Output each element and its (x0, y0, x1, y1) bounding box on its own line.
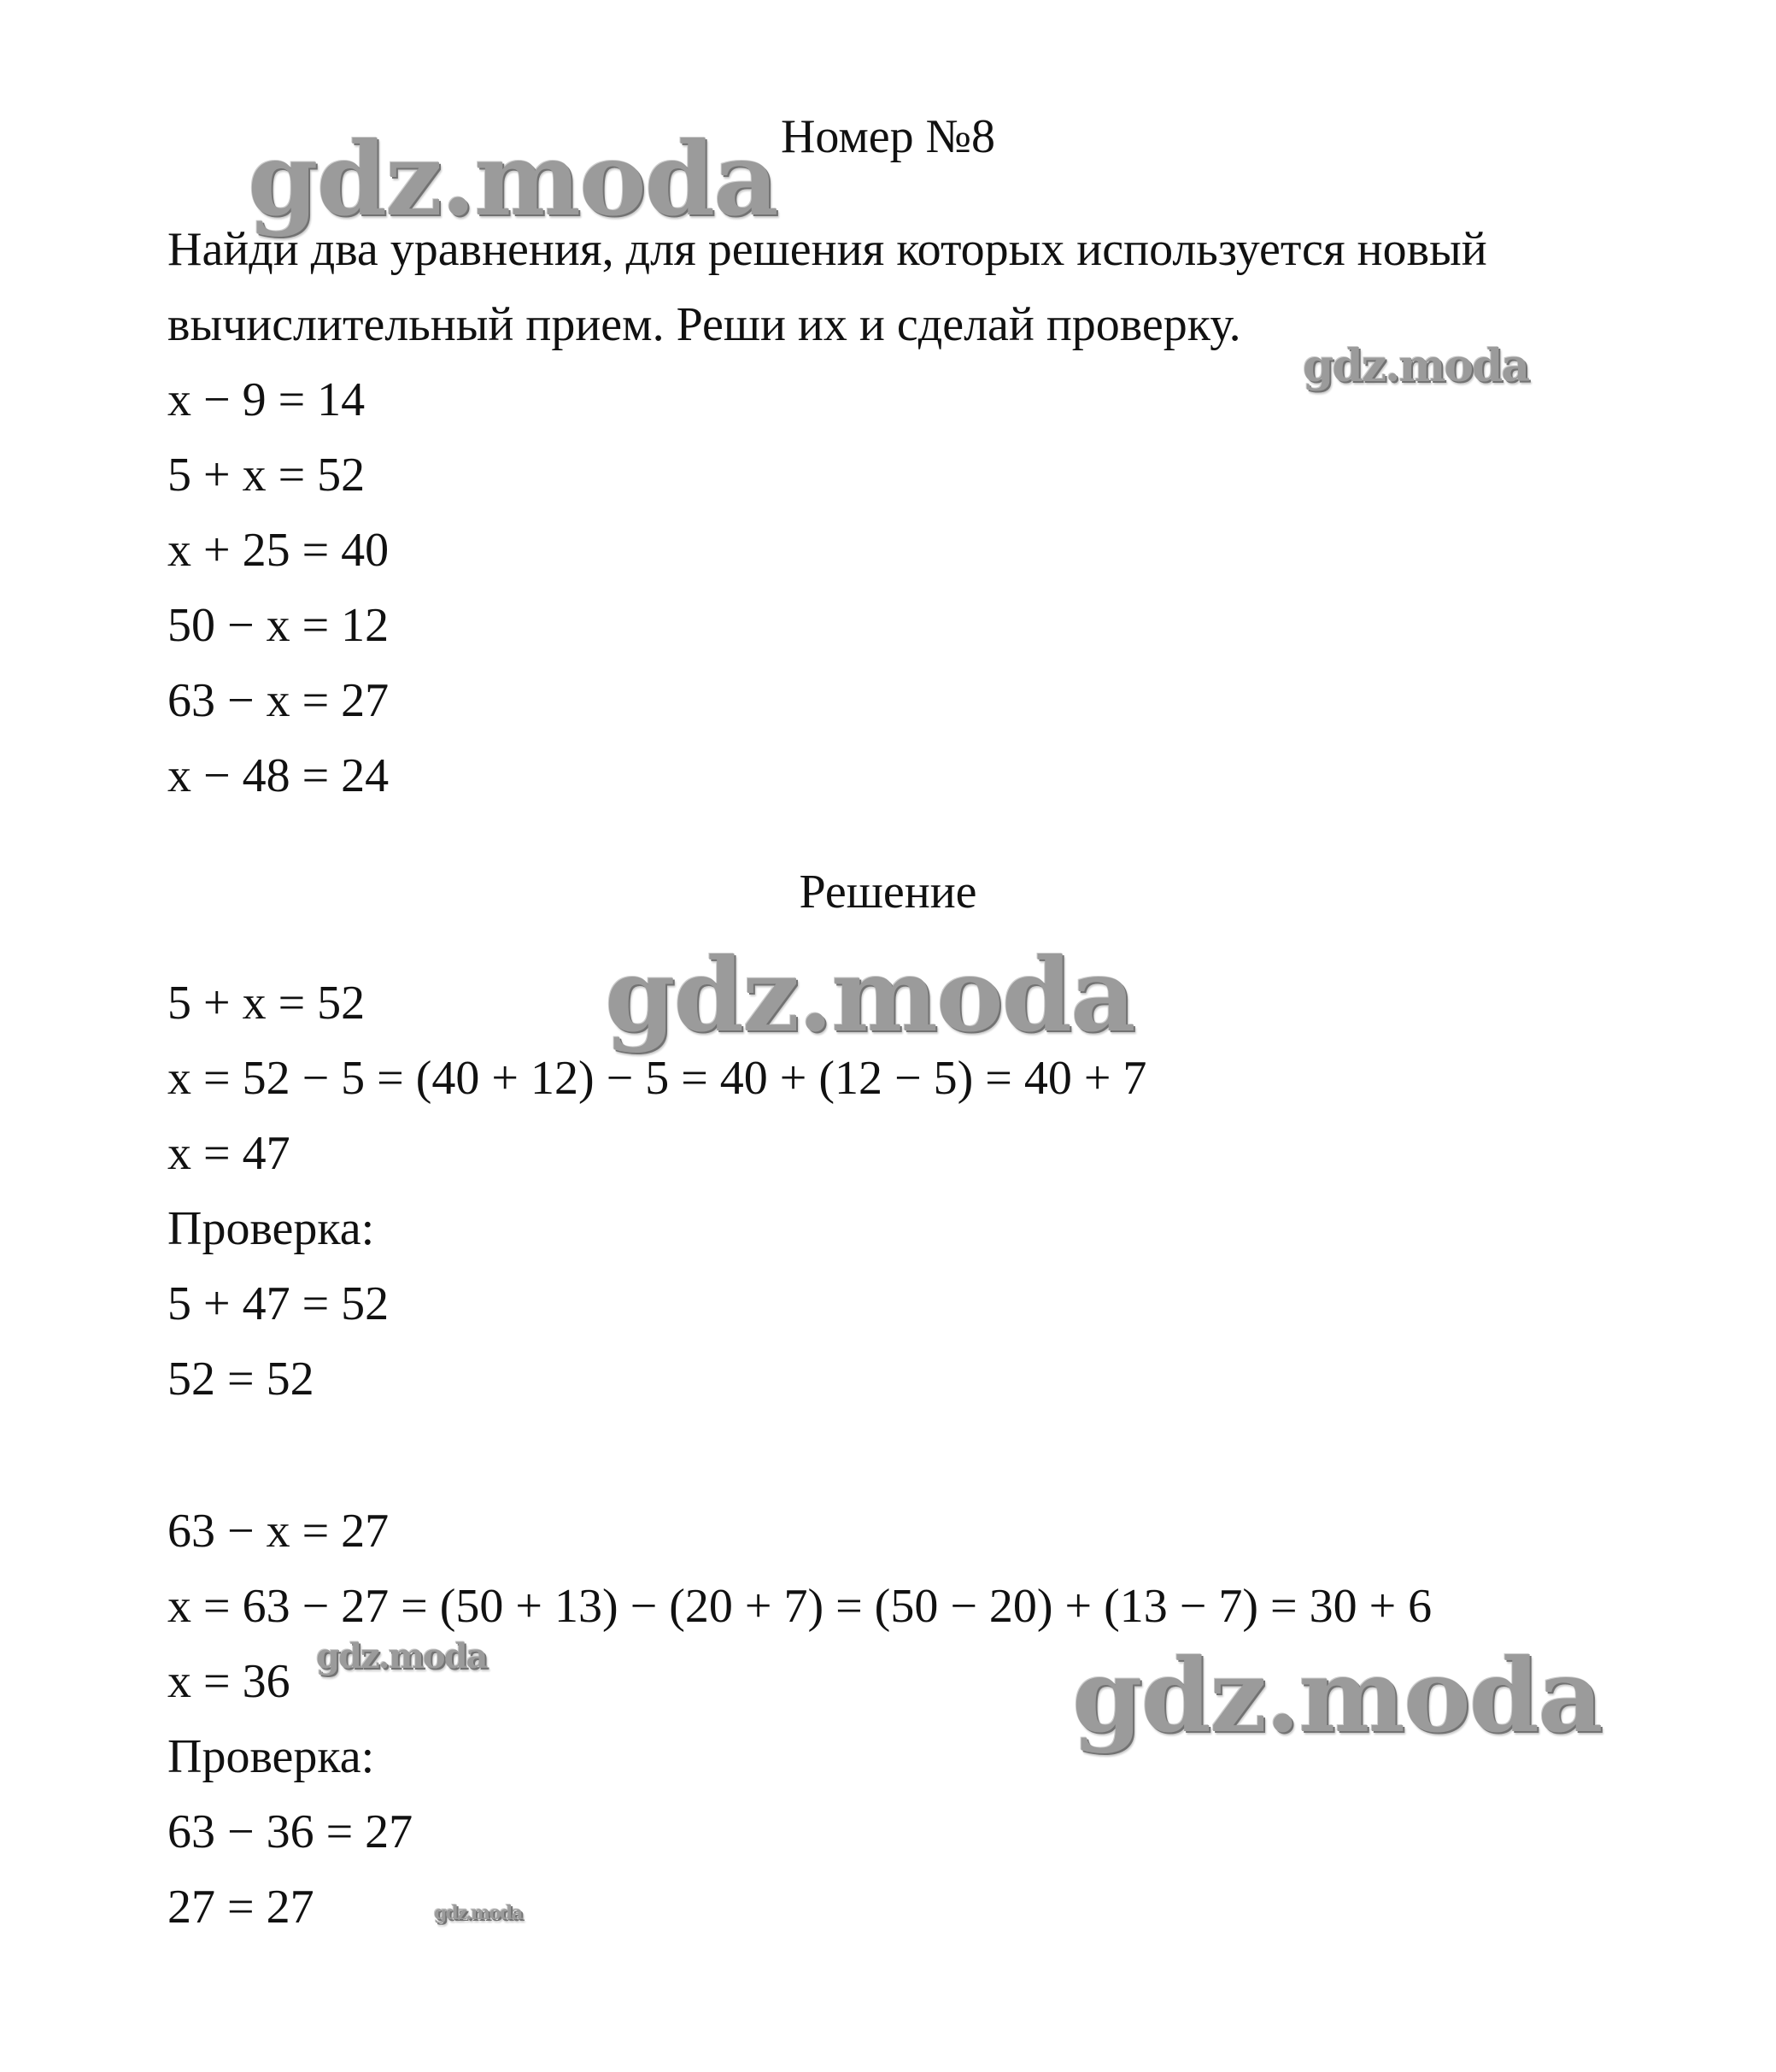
solution-line: 5 + 47 = 52 (167, 1277, 390, 1330)
task-text-line: Найди два уравнения, для решения которых используется новый (167, 223, 1487, 276)
solution-line: x = 47 (167, 1127, 290, 1180)
watermark-logo: gdz.moda (434, 1902, 522, 1924)
page-title: Номер №8 (780, 110, 996, 163)
solution-line: 5 + x = 52 (167, 977, 366, 1030)
solution-line: x = 52 − 5 = (40 + 12) − 5 = 40 + (12 − 5) = 40 + 7 (167, 1052, 1147, 1105)
check-label: Проверка: (167, 1202, 375, 1255)
solution-heading: Решение (799, 866, 977, 919)
solution-line: x = 63 − 27 = (50 + 13) − (20 + 7) = (50 − 20) + (13 − 7) = 30 + 6 (167, 1580, 1433, 1633)
equation: 50 − x = 12 (167, 599, 390, 652)
equation: x − 9 = 14 (167, 373, 366, 426)
watermark-logo: gdz.moda (1072, 1636, 1602, 1755)
equation: 63 − x = 27 (167, 674, 390, 727)
solution-line: 27 = 27 (167, 1881, 314, 1934)
solution-line: 63 − x = 27 (167, 1505, 390, 1558)
solution-line: x = 36 (167, 1655, 290, 1708)
check-label: Проверка: (167, 1730, 375, 1783)
equation: x − 48 = 24 (167, 749, 390, 802)
watermark-logo: gdz.moda (248, 120, 777, 238)
watermark-logo: gdz.moda (316, 1636, 487, 1676)
watermark-logo: gdz.moda (605, 936, 1134, 1054)
solution-line: 52 = 52 (167, 1353, 314, 1406)
equation: x + 25 = 40 (167, 524, 390, 577)
task-text-line: вычислительный прием. Реши их и сделай проверку. (167, 298, 1241, 351)
solution-line: 63 − 36 = 27 (167, 1805, 413, 1858)
equation: 5 + x = 52 (167, 449, 366, 502)
watermark-logo: gdz.moda (1303, 340, 1529, 392)
